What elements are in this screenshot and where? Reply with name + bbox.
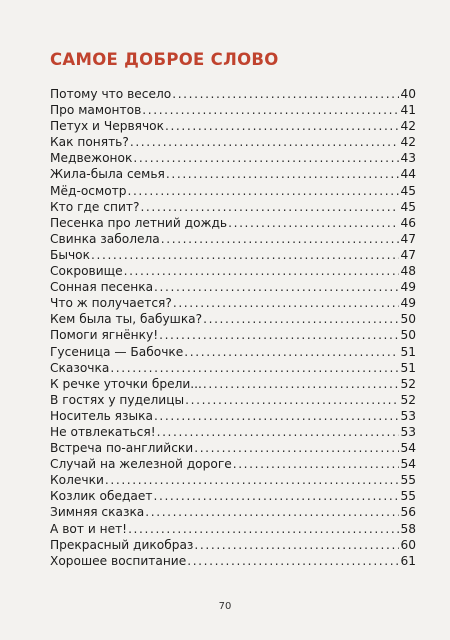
toc-entry bbox=[50, 134, 416, 150]
toc-dot-leader bbox=[203, 376, 400, 392]
toc-entry-page: 45 bbox=[400, 199, 416, 214]
toc-entry-page: 42 bbox=[400, 119, 416, 134]
toc-dot-leader bbox=[185, 392, 399, 408]
toc-entry-page: 43 bbox=[400, 151, 416, 166]
toc-entry bbox=[50, 504, 416, 520]
toc-entry-page: 49 bbox=[400, 280, 416, 295]
toc-entry-title: Хорошее воспитание bbox=[50, 553, 187, 568]
toc-entry-page: 41 bbox=[400, 103, 416, 118]
toc-entry-page: 49 bbox=[400, 296, 416, 311]
toc-dot-leader bbox=[105, 472, 400, 488]
toc-entry-title: Что ж получается? bbox=[50, 296, 172, 311]
toc-entry-title: Не отвлекаться! bbox=[50, 424, 156, 439]
toc-dot-leader bbox=[228, 215, 399, 231]
toc-entry-page: 52 bbox=[400, 392, 416, 407]
toc-dot-leader bbox=[154, 279, 399, 295]
toc-entry bbox=[50, 86, 416, 102]
toc-entry-title: Кто где спит? bbox=[50, 199, 140, 214]
toc-entry bbox=[50, 231, 416, 247]
toc-entry-page: 50 bbox=[400, 312, 416, 327]
toc-dot-leader bbox=[91, 247, 399, 263]
toc-entry-title: В гостях у пуделицы bbox=[50, 392, 185, 407]
table-of-contents bbox=[50, 86, 416, 569]
toc-entry-page: 54 bbox=[400, 441, 416, 456]
toc-entry bbox=[50, 215, 416, 231]
section-title: САМОЕ ДОБРОЕ СЛОВО bbox=[50, 50, 279, 69]
toc-dot-leader bbox=[166, 166, 400, 182]
toc-entry bbox=[50, 247, 416, 263]
toc-entry-title: Потому что весело bbox=[50, 87, 172, 101]
toc-dot-leader bbox=[203, 311, 399, 327]
toc-dot-leader bbox=[154, 488, 400, 504]
toc-entry bbox=[50, 472, 416, 488]
toc-dot-leader bbox=[172, 86, 399, 102]
toc-entry bbox=[50, 392, 416, 408]
toc-entry-title: К речке уточки брели... bbox=[50, 376, 202, 391]
toc-entry-title: Случай на железной дороге bbox=[50, 457, 232, 472]
toc-dot-leader bbox=[165, 118, 400, 134]
toc-entry-title: Медвежонок bbox=[50, 151, 133, 166]
toc-entry bbox=[50, 488, 416, 504]
toc-entry-page: 47 bbox=[400, 231, 416, 246]
toc-entry-title: Бычок bbox=[50, 247, 91, 262]
toc-entry-page: 50 bbox=[400, 328, 416, 343]
toc-dot-leader bbox=[128, 521, 399, 537]
toc-entry bbox=[50, 440, 416, 456]
toc-dot-leader bbox=[159, 327, 399, 343]
toc-dot-leader bbox=[184, 344, 399, 360]
toc-entry bbox=[50, 166, 416, 182]
toc-dot-leader bbox=[124, 263, 400, 279]
toc-dot-leader bbox=[140, 199, 399, 215]
toc-entry bbox=[50, 553, 416, 569]
toc-entry-title: Зимняя сказка bbox=[50, 505, 145, 520]
toc-entry bbox=[50, 118, 416, 134]
toc-entry-title: Сокровище bbox=[50, 264, 123, 279]
toc-entry-title: Как понять? bbox=[50, 135, 129, 150]
toc-entry bbox=[50, 424, 416, 440]
toc-dot-leader bbox=[133, 150, 399, 166]
toc-dot-leader bbox=[187, 553, 399, 569]
toc-entry-page: 40 bbox=[400, 87, 416, 101]
toc-dot-leader bbox=[194, 440, 399, 456]
toc-entry-page: 53 bbox=[400, 424, 416, 439]
toc-entry bbox=[50, 408, 416, 424]
toc-dot-leader bbox=[161, 231, 400, 247]
toc-entry-page: 42 bbox=[400, 135, 416, 150]
toc-dot-leader bbox=[127, 183, 399, 199]
toc-entry-title: Встреча по-английски bbox=[50, 441, 194, 456]
toc-entry-page: 47 bbox=[400, 247, 416, 262]
toc-entry bbox=[50, 327, 416, 343]
toc-entry-title: Прекрасный дикобраз bbox=[50, 537, 194, 552]
toc-dot-leader bbox=[154, 408, 400, 424]
toc-dot-leader bbox=[110, 360, 399, 376]
toc-dot-leader bbox=[142, 102, 399, 118]
toc-entry bbox=[50, 311, 416, 327]
toc-entry bbox=[50, 295, 416, 311]
toc-dot-leader bbox=[157, 424, 400, 440]
toc-entry bbox=[50, 360, 416, 376]
toc-entry-page: 51 bbox=[400, 360, 416, 375]
toc-entry-page: 54 bbox=[400, 457, 416, 472]
page-number: 70 bbox=[218, 601, 232, 612]
toc-entry bbox=[50, 279, 416, 295]
toc-entry bbox=[50, 521, 416, 537]
toc-entry bbox=[50, 199, 416, 215]
toc-entry-page: 55 bbox=[400, 473, 416, 488]
toc-entry bbox=[50, 344, 416, 360]
toc-entry-page: 45 bbox=[400, 183, 416, 198]
toc-entry-page: 46 bbox=[400, 215, 416, 230]
toc-entry-title: Кем была ты, бабушка? bbox=[50, 312, 203, 327]
toc-entry-page: 51 bbox=[400, 344, 416, 359]
toc-entry bbox=[50, 263, 416, 279]
toc-entry-title: Гусеница — Бабочке bbox=[50, 344, 184, 359]
toc-entry-title: Свинка заболела bbox=[50, 231, 160, 246]
toc-entry-title: Носитель языка bbox=[50, 408, 153, 423]
toc-entry-page: 58 bbox=[400, 521, 416, 536]
toc-entry bbox=[50, 102, 416, 118]
toc-entry-page: 60 bbox=[400, 537, 416, 552]
toc-entry-page: 56 bbox=[400, 505, 416, 520]
toc-entry-page: 53 bbox=[400, 408, 416, 423]
toc-entry-page: 55 bbox=[400, 489, 416, 504]
toc-entry-title: Сонная песенка bbox=[50, 280, 154, 295]
toc-entry bbox=[50, 456, 416, 472]
toc-entry bbox=[50, 376, 416, 392]
toc-dot-leader bbox=[233, 456, 400, 472]
toc-entry-title: Козлик обедает bbox=[50, 489, 153, 504]
toc-dot-leader bbox=[145, 504, 399, 520]
toc-entry-title: Про мамонтов bbox=[50, 103, 142, 118]
toc-dot-leader bbox=[130, 134, 400, 150]
toc-entry-title: Жила-была семья bbox=[50, 167, 165, 182]
toc-entry-title: Сказочка bbox=[50, 360, 110, 375]
toc-dot-leader bbox=[173, 295, 400, 311]
toc-entry-page: 44 bbox=[400, 167, 416, 182]
toc-entry-page: 61 bbox=[400, 553, 416, 568]
toc-entry-title: Помоги ягнёнку! bbox=[50, 328, 159, 343]
toc-entry-title: Мёд-осмотр bbox=[50, 183, 127, 198]
toc-entry bbox=[50, 537, 416, 553]
toc-entry-title: Колечки bbox=[50, 473, 104, 488]
toc-entry bbox=[50, 183, 416, 199]
toc-entry-page: 52 bbox=[400, 376, 416, 391]
toc-entry bbox=[50, 150, 416, 166]
toc-dot-leader bbox=[194, 537, 399, 553]
toc-entry-title: Петух и Червячок bbox=[50, 119, 164, 134]
toc-entry-title: Песенка про летний дождь bbox=[50, 215, 228, 230]
toc-entry-title: А вот и нет! bbox=[50, 521, 128, 536]
toc-entry-page: 48 bbox=[400, 264, 416, 279]
